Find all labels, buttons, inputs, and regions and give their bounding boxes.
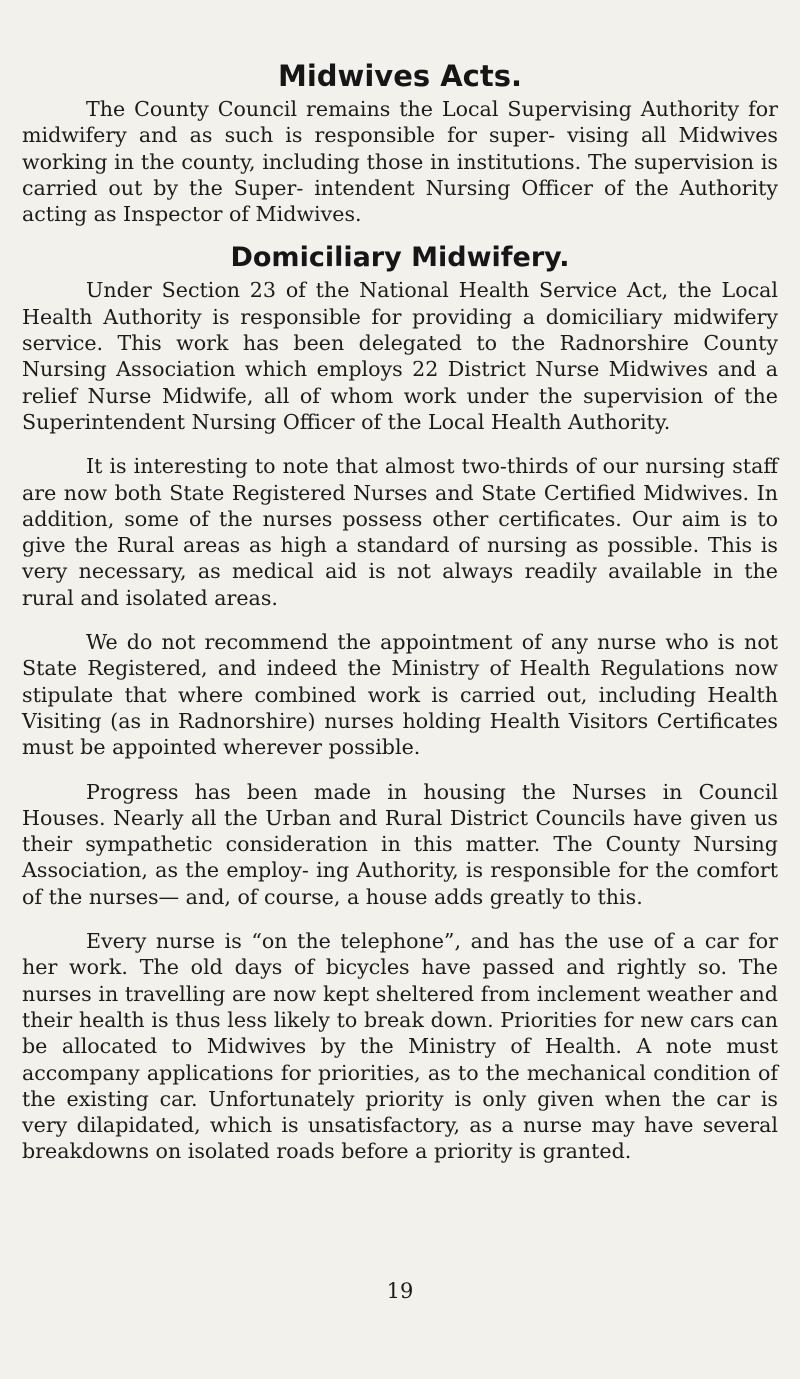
page-title: Midwives Acts. — [278, 59, 522, 93]
section-heading: Domiciliary Midwifery. — [230, 242, 570, 274]
body-paragraph: Every nurse is “on the telephone”, and has the use of a car for her work. The old days of bicycles have passed and rightly so. The nurses in travelling are now kept sheltered from inclement weather and their health is thus less likely to break down. Priorities for new cars can be allocated to Midwives by the Ministry of Health. A note must accompany applications for priorities, as to the mechanical condition of the existing car. Unfortunately priority is only given when the car is very dilapidated, which is unsatisfactory, as a nurse may have several breakdowns on isolated roads before a priority is granted. — [22, 929, 778, 1164]
body-paragraph: Under Section 23 of the National Health Service Act, the Local Health Authority is responsible for providing a domiciliary midwifery service. This work has been delegated to the Radnorshire County Nursing Association which employs 22 District Nurse Midwives and a relief Nurse Midwife, all of whom work under the supervision of the Superintendent Nursing Officer of the Local Health Authority. — [22, 278, 778, 434]
body-paragraph: We do not recommend the appointment of any nurse who is not State Registered, and indeed the Ministry of Health Regulations now stipulate that where combined work is carried out, including Health Visiting (as in Radnorshire) nurses holding Health Visitors Certificates must be appointed wherever possible. — [22, 630, 778, 760]
body-paragraph: It is interesting to note that almost two-thirds of our nursing staff are now both State Registered Nurses and State Certified Midwives. In addition, some of the nurses possess other certificates. Our aim is to give the Rural areas as high a standard of nursing as possible. This is very necessary, as medical aid is not always readily available in the rural and isolated areas. — [22, 454, 778, 610]
text-column — [22, 58, 778, 1165]
body-paragraph: Progress has been made in housing the Nurses in Council Houses. Nearly all the Urban and Rural District Councils have given us their sympathetic consideration in this matter. The County Nursing Association, as the employ- ing Authority, is responsible for the comfort of the nurses— and, of course, a house adds greatly to this. — [22, 779, 778, 909]
intro-paragraph: The County Council remains the Local Supervising Authority for midwifery and as such is responsible for super- vising all Midwives working in the county, including those in institutions. The supervision is carried out by the Super- intendent Nursing Officer of the Authority acting as Inspector of Midwives. — [22, 97, 778, 227]
page-number: 19 — [386, 1279, 414, 1303]
